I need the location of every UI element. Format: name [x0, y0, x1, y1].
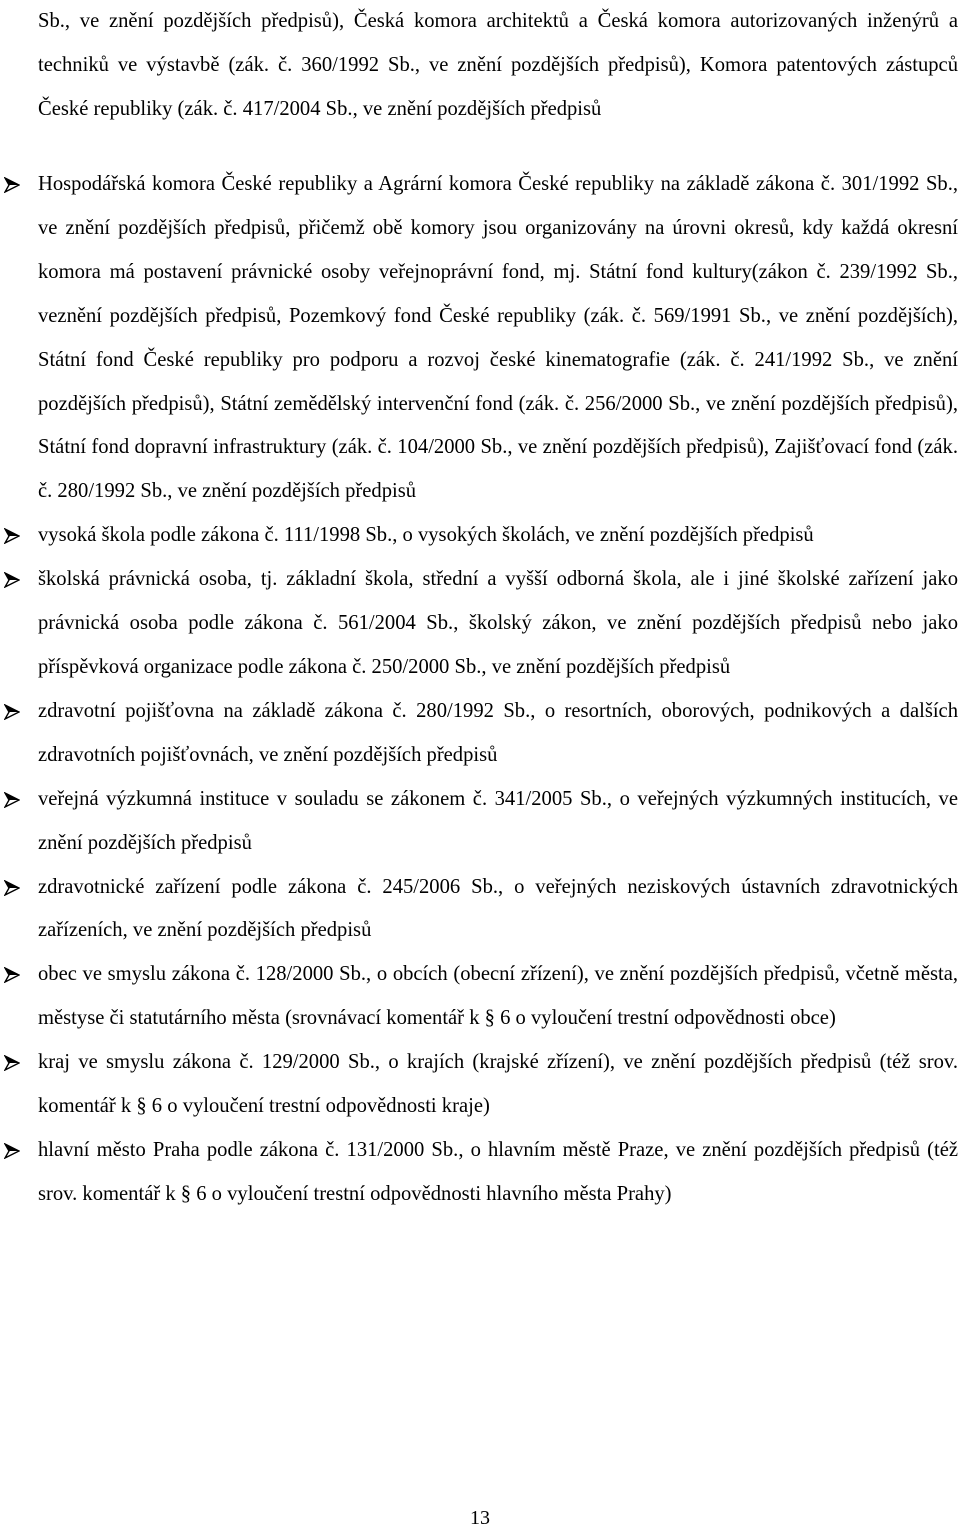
list-item-text: školská právnická osoba, tj. základní škola, střední a vyšší odborná škola, ale i jiné školské zařízení jako právnická osoba podle zákona č. 561/2004 Sb., školský zákon, ve znění pozdějších předpisů nebo jako příspěvková organizace podle zákona č. 250/2000 Sb., ve znění pozdějších předpisů: [38, 568, 958, 678]
list-item-text: obec ve smyslu zákona č. 128/2000 Sb., o obcích (obecní zřízení), ve znění pozdějších předpisů, včetně města, městyse či statutárního města (srovnávací komentář k § 6 o vyloučení trestní odpovědnosti obce): [38, 963, 958, 1030]
arrowhead-bullet-icon: [4, 528, 20, 544]
arrowhead-bullet-icon: [4, 967, 20, 983]
list-item-text: Hospodářská komora České republiky a Agrární komora České republiky na základě zákona č. 301/1992 Sb., ve znění pozdějších předpisů, přičemž obě komory jsou organizovány na úrovni okresů, kdy každá okresní komora má postavení právnické osoby veřejnoprávní fond, mj. Státní fond kultury(zákon č. 239/1992 Sb., veznění pozdějších předpisů, Pozemkový fond České republiky (zák. č. 569/1991 Sb., ve znění pozdějších), Státní fond České republiky pro podporu a rozvoj české kinematografie (zák. č. 241/1992 Sb., ve znění pozdějších předpisů), Státní zemědělský intervenční fond (zák. č. 256/2000 Sb., ve znění pozdějších předpisů), Státní fond dopravní infrastruktury (zák. č. 104/2000 Sb., ve znění pozdějších předpisů), Zajišťovací fond (zák. č. 280/1992 Sb., ve znění pozdějších předpisů: [38, 173, 958, 503]
continuation-paragraph: Sb., ve znění pozdějších předpisů), Česká komora architektů a Česká komora autorizovaných inženýrů a techniků ve výstavbě (zák. č. 360/1992 Sb., ve znění pozdějších předpisů), Komora patentových zástupců České republiky (zák. č. 417/2004 Sb., ve znění pozdějších předpisů: [38, 10, 958, 120]
list-item: [0, 690, 958, 778]
list-item-text: kraj ve smyslu zákona č. 129/2000 Sb., o krajích (krajské zřízení), ve znění pozdějších předpisů (též srov. komentář k § 6 o vyloučení trestní odpovědnosti kraje): [38, 1051, 958, 1118]
list-item: [0, 558, 958, 690]
arrowhead-bullet-icon: [4, 1143, 20, 1159]
list-item: [0, 514, 958, 558]
list-item-text: zdravotní pojišťovna na základě zákona č. 280/1992 Sb., o resortních, oborových, podnikových a dalších zdravotních pojišťovnách, ve znění pozdějších předpisů: [38, 699, 958, 766]
list-item: [0, 163, 958, 514]
arrowhead-bullet-icon: [4, 572, 20, 588]
arrowhead-bullet-icon: [4, 880, 20, 896]
list-item: [0, 866, 958, 954]
list-item: [0, 778, 958, 866]
list-item: [0, 1129, 958, 1217]
list-item: [0, 953, 958, 1041]
arrowhead-bullet-icon: [4, 704, 20, 720]
bullet-list: [0, 163, 960, 1217]
arrowhead-bullet-icon: [4, 1055, 20, 1071]
arrowhead-bullet-icon: [4, 177, 20, 193]
list-item-text: hlavní město Praha podle zákona č. 131/2000 Sb., o hlavním městě Praze, ve znění pozdějších předpisů (též srov. komentář k § 6 o vyloučení trestní odpovědnosti hlavního města Prahy): [38, 1138, 958, 1205]
list-item-text: veřejná výzkumná instituce v souladu se zákonem č. 341/2005 Sb., o veřejných výzkumných institucích, ve znění pozdějších předpisů: [38, 787, 958, 854]
arrowhead-bullet-icon: [4, 792, 20, 808]
list-item-text: vysoká škola podle zákona č. 111/1998 Sb., o vysokých školách, ve znění pozdějších předpisů: [38, 524, 814, 547]
list-item: [0, 1041, 958, 1129]
page-number: 13: [470, 1507, 490, 1529]
list-item-text: zdravotnické zařízení podle zákona č. 245/2006 Sb., o veřejných neziskových ústavních zdravotnických zařízeních, ve znění pozdějších předpisů: [38, 875, 958, 942]
